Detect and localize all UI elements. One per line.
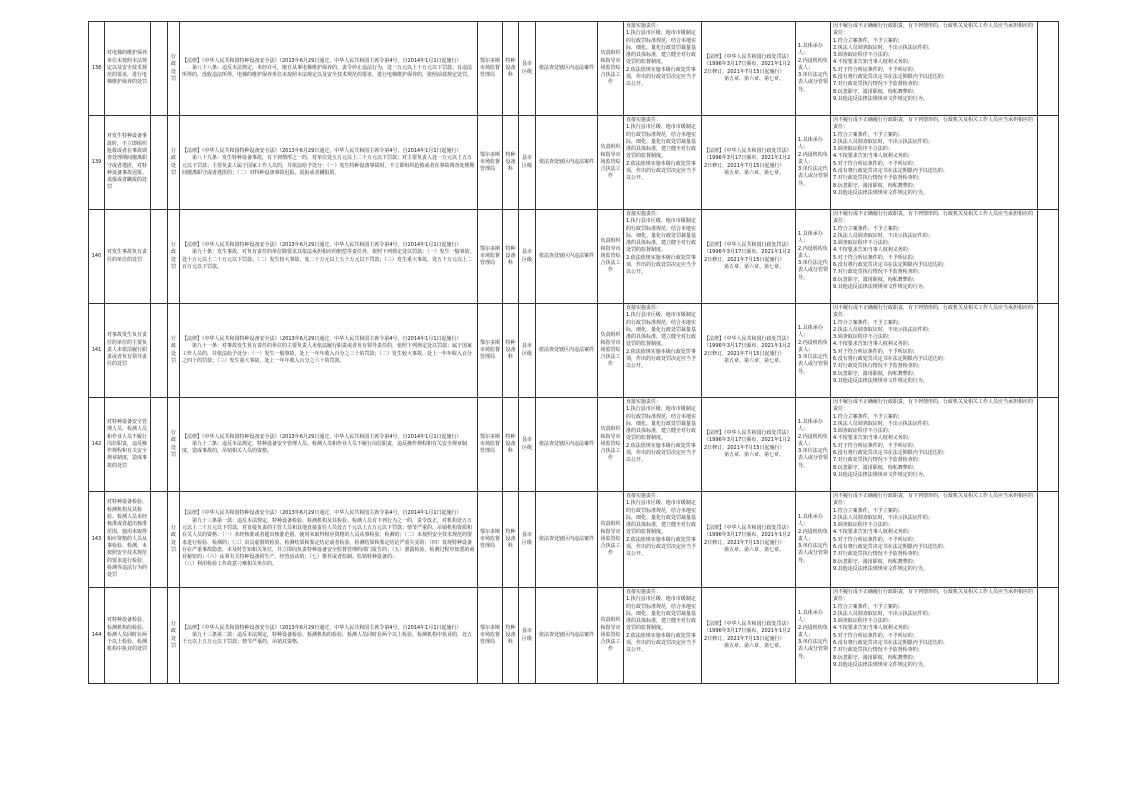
responsibility-items: 直接实施责任： 1.执行县市区级、地市市级制定的行政罚标准规范，结合本地实际，细化、量化行政处罚裁量基准的具体标准，建立健全对行政处罚的监督制度。 2.依法依规实施本级行政处罚事项，作出的行政处罚决定应当予以公开。 [624,304,702,398]
responsibility-items: 直接实施责任： 1.执行县市区级、地市市级制定的行政罚标准规范，结合本地实际，细化、量化行政处罚裁量基准的具体标准，建立健全对行政处罚的监督制度。 2.依法依规实施本级行政处罚事项，作出的行政处罚决定应当予以公开。 [624,210,702,304]
accountability-situations: 因不履行或不正确履行行政职责，有下列情形的，行政机关及相关工作人员应当承担相应的责任： 1.符合立案条件，不予立案的； 2.执法人员调查取证时，不出示执法证件的； 3.调查取证程序不合法的； 4.不按要求告知当事人权利义务的； 5.对于符合听证条件的，不予听证的； 6.没有将行政处罚决定书在法定期限内予以送达的； 7.对行政处罚执行情况不予监督检查的； 8.玩忽职守，滥用职权，徇私舞弊的； 9.其他违反法律法规规章文件规定的行为。 [831,398,1038,492]
responsibility-basis: 【法律】《中华人民共和国行政处罚法》（1996年3月17日颁布，2021年1月22日修订，2021年7月15日起施行） 第五章、第六章、第七章。 [702,492,796,588]
blank-cell [151,116,168,210]
responsibility-subject: 依法查处辖区内违法案件 [536,492,598,588]
row-number: 144 [89,588,105,684]
power-type: 行政处罚 [168,398,180,492]
remarks-cell [1038,588,1059,684]
accountability-situations: 因不履行或不正确履行行政职责，有下列情形的，行政机关及相关工作人员应当承担相应的责任： 1.符合立案条件，不予立案的； 2.执法人员调查取证时，不出示执法证件的； 3.调查取证程序不合法的； 4.不按要求告知当事人权利义务的； 5.对于符合听证条件的，不予听证的； 6.没有将行政处罚决定书在法定期限内予以送达的； 7.对行政处罚执行情况不予监督检查的； 8.玩忽职守，滥用职权，徇私舞弊的； 9.其他违反法律法规规章文件规定的行为。 [831,116,1038,210]
accountability-situations: 因不履行或不正确履行行政职责，有下列情形的，行政机关及相关工作人员应当承担相应的责任： 1.符合立案条件，不予立案的； 2.执法人员调查取证时，不出示执法证件的； 3.调查取证程序不合法的； 4.不按要求告知当事人权利义务的； 5.对于符合听证条件的，不予听证的； 6.没有将行政处罚决定书在法定期限内予以送达的； 7.对行政处罚执行情况不予监督检查的； 8.玩忽职守，滥用职权，徇私舞弊的； 9.其他违反法律法规规章文件规定的行为。 [831,22,1038,116]
remarks-cell [1038,304,1059,398]
responsibility-items: 直接实施责任： 1.执行县市区级、地市市级制定的行政罚标准规范，结合本地实际，细化、量化行政处罚裁量基准的具体标准，建立健全对行政处罚的监督制度。 2.依法依规实施本级行政处罚事项，作出的行政处罚决定应当予以公开。 [624,588,702,684]
row-number: 143 [89,492,105,588]
responsibility-subject: 依法查处辖区内违法案件 [536,210,598,304]
legal-basis: 【法律】《中华人民共和国特种设备安全法》（2013年6月29日通过，中华人民共和国主席令第4号，自2014年1月1日起施行） 第九十条：发生事故，对负有责任的单位除要求其依法承担相应的赔偿等责任外，依照下列规定处以罚款：（一）发生一般事故，处十万元以上二十万元以下罚款；（二）发生较大事故，处二十万元以上五十万元以下罚款；（三）发生重大事故，处五十万元以上二百万元以下罚款。 [180,210,478,304]
responsible-section: 特种设备科 [503,22,519,116]
responsibility-subject: 依法查处辖区内违法案件 [536,304,598,398]
table-row [89,210,1059,304]
responsible-persons: 1.具体承办人； 2.内设机构负责人； 3.单位法定代表人或分管领导。 [796,116,831,210]
remarks-cell [1038,116,1059,210]
row-number: 138 [89,22,105,116]
legal-basis: 【法律】《中华人民共和国特种设备安全法》（2013年6月29日通过，中华人民共和国主席令第4号，自2014年1月1日起施行） 第八十九条：发生特种设备事故，有下列情形之一的，对单位处五万元以上二十万元以下罚款；对主要负责人处一万元以上五万元以下罚款；主要负责人属于国家工作人员的，并依法给予处分：（一）发生特种设备事故时，不立即组织抢救或者在事故调查处理期间擅离职守或者逃匿的；（二）对特种设备事故迟报、谎报或者瞒报的。 [180,116,478,210]
implementing-department: 鄂尔多斯市场监督管理局 [478,588,503,684]
responsibility-basis: 【法律】《中华人民共和国行政处罚法》（1996年3月17日颁布，2021年1月22日修订，2021年7月15日起施行） 第五章、第六章、第七章。 [702,22,796,116]
accountability-situations: 因不履行或不正确履行行政职责，有下列情形的，行政机关及相关工作人员应当承担相应的责任： 1.符合立案条件，不予立案的； 2.执法人员调查取证时，不出示执法证件的； 3.调查取证程序不合法的； 4.不按要求告知当事人权利义务的； 5.对于符合听证条件的，不予听证的； 6.没有将行政处罚决定书在法定期限内予以送达的； 7.对行政处罚执行情况不予监督检查的； 8.玩忽职守，滥用职权，徇私舞弊的； 9.其他违反法律法规规章文件规定的行为。 [831,492,1038,588]
remarks-cell [1038,492,1059,588]
blank-cell [151,588,168,684]
duty-description: 负责组织和指导市场监管综合执法工作 [598,22,624,116]
implementing-department: 鄂尔多斯市场监督管理局 [478,210,503,304]
exercise-level: 县市区级 [519,22,536,116]
row-number: 141 [89,304,105,398]
blank-cell [151,492,168,588]
exercise-level: 县市区级 [519,116,536,210]
blank-cell [151,398,168,492]
row-number: 142 [89,398,105,492]
responsibility-basis: 【法律】《中华人民共和国行政处罚法》（1996年3月17日颁布，2021年1月22日修订，2021年7月15日起施行） 第五章、第六章、第七章。 [702,588,796,684]
responsibility-items: 直接实施责任： 1.执行县市区级、地市市级制定的行政罚标准规范，结合本地实际，细化、量化行政处罚裁量基准的具体标准，建立健全对行政处罚的监督制度。 2.依法依规实施本级行政处罚事项，作出的行政处罚决定应当予以公开。 [624,116,702,210]
blank-cell [151,210,168,304]
duty-description: 负责组织和指导市场监管综合执法工作 [598,398,624,492]
responsibility-subject: 依法查处辖区内违法案件 [536,588,598,684]
table-row [89,588,1059,684]
item-name: 对特种设备安全管理人员、检测人员和作业人员不履行岗位职责，违反操作规程和有关安全规章制度，造成事故的处罚 [105,398,151,492]
legal-basis: 【法律】《中华人民共和国特种设备安全法》（2013年6月29日通过，中华人民共和国主席令第4号，自2014年1月1日起施行） 第九十三条第一款：违反本法规定，特种设备检验、检测机构及其检验、检测人员有下列行为之一的，责令改正，对机构处五万元以上二十万元以下罚款，对直接负责的主管人员和其他直接责任人员处五千元以上五万元以下罚款；情节严重的，吊销机构资质和有关人员的资格：（一）未经核准或者超出核准范围、使用未取得相应资格的人员从事检验、检测的；（二）未按照安全技术规范的要求进行检验、检测的；（三）出具虚假的检验、检测结果和鉴定结论或者检验、检测结果和鉴定结论严重失实的；（四）发现特种设备存在严重事故隐患，未及时告知相关单位，并立即向负责特种设备安全监督管理的部门报告的；（五）泄露检验、检测过程中知悉的商业秘密的；（六）从事有关特种设备的生产、经营活动的；（七）推荐或者监制、监销特种设备的； （八）利用检验工作故意刁难相关单位的。 [180,492,478,588]
item-name: 对电梯的维护保养单位未按照本法规定以及安全技术规范的要求，进行电梯维护保养的处罚 [105,22,151,116]
accountability-situations: 因不履行或不正确履行行政职责，有下列情形的，行政机关及相关工作人员应当承担相应的责任： 1.符合立案条件，不予立案的； 2.执法人员调查取证时，不出示执法证件的； 3.调查取证程序不合法的； 4.不按要求告知当事人权利义务的； 5.对于符合听证条件的，不予听证的； 6.没有将行政处罚决定书在法定期限内予以送达的； 7.对行政处罚执行情况不予监督检查的； 8.玩忽职守，滥用职权，徇私舞弊的； 9.其他违反法律法规规章文件规定的行为。 [831,210,1038,304]
exercise-level: 县市区级 [519,210,536,304]
responsibility-subject: 依法查处辖区内违法案件 [536,398,598,492]
responsible-section: 特种设备科 [503,116,519,210]
responsibility-subject: 依法查处辖区内违法案件 [536,22,598,116]
responsible-persons: 1.具体承办人； 2.内设机构负责人； 3.单位法定代表人或分管领导。 [796,398,831,492]
responsible-section: 特种设备科 [503,304,519,398]
table-row [89,492,1059,588]
item-name: 对特种设备检验、检测机构的检验、检测人员同时在两个以上检验、检测机构中执业的处罚 [105,588,151,684]
power-type: 行政处罚 [168,588,180,684]
power-type: 行政处罚 [168,22,180,116]
responsible-persons: 1.具体承办人； 2.内设机构负责人； 3.单位法定代表人或分管领导。 [796,304,831,398]
duty-description: 负责组织和指导市场监管综合执法工作 [598,588,624,684]
responsibility-basis: 【法律】《中华人民共和国行政处罚法》（1996年3月17日颁布，2021年1月22日修订，2021年7月15日起施行） 第五章、第六章、第七章。 [702,304,796,398]
table-row [89,22,1059,116]
legal-basis: 【法律】《中华人民共和国特种设备安全法》（2013年6月29日通过，中华人民共和国主席令第4号，自2014年1月1日起施行） 第九十二条：违反本法规定，特种设备安全管理人员、检测人员和作业人员不履行岗位职责，违反操作规程和有关安全规章制度，造成事故的，吊销相关人员的资格。 [180,398,478,492]
row-number: 139 [89,116,105,210]
duty-description: 负责组织和指导市场监管综合执法工作 [598,492,624,588]
legal-basis: 【法律】《中华人民共和国特种设备安全法》（2013年6月29日通过，中华人民共和国主席令第4号，自2014年1月1日起施行） 第九十三条第二款：违反本法规定，特种设备检验、检测机构的检验、检测人员同时在两个以上检验、检测机构中执业的，处五千元以上五万元以下罚款；情节严重的，吊销其资格。 [180,588,478,684]
power-type: 行政处罚 [168,210,180,304]
power-type: 行政处罚 [168,304,180,398]
exercise-level: 县市区级 [519,304,536,398]
duty-description: 负责组织和指导市场监管综合执法工作 [598,210,624,304]
implementing-department: 鄂尔多斯市场监督管理局 [478,116,503,210]
table-row [89,398,1059,492]
accountability-situations: 因不履行或不正确履行行政职责，有下列情形的，行政机关及相关工作人员应当承担相应的责任： 1.符合立案条件，不予立案的； 2.执法人员调查取证时，不出示执法证件的； 3.调查取证程序不合法的； 4.不按要求告知当事人权利义务的； 5.对于符合听证条件的，不予听证的； 6.没有将行政处罚决定书在法定期限内予以送达的； 7.对行政处罚执行情况不予监督检查的； 8.玩忽职守，滥用职权，徇私舞弊的； 9.其他违反法律法规规章文件规定的行为。 [831,588,1038,684]
duty-description: 负责组织和指导市场监管综合执法工作 [598,116,624,210]
responsible-section: 特种设备科 [503,588,519,684]
row-number: 140 [89,210,105,304]
duty-description: 负责组织和指导市场监管综合执法工作 [598,304,624,398]
exercise-level: 县市区级 [519,588,536,684]
responsible-section: 特种设备科 [503,492,519,588]
power-type: 行政处罚 [168,492,180,588]
remarks-cell [1038,210,1059,304]
responsibility-basis: 【法律】《中华人民共和国行政处罚法》（1996年3月17日颁布，2021年1月22日修订，2021年7月15日起施行） 第五章、第六章、第七章。 [702,398,796,492]
accountability-situations: 因不履行或不正确履行行政职责，有下列情形的，行政机关及相关工作人员应当承担相应的责任： 1.符合立案条件，不予立案的； 2.执法人员调查取证时，不出示执法证件的； 3.调查取证程序不合法的； 4.不按要求告知当事人权利义务的； 5.对于符合听证条件的，不予听证的； 6.没有将行政处罚决定书在法定期限内予以送达的； 7.对行政处罚执行情况不予监督检查的； 8.玩忽职守，滥用职权，徇私舞弊的； 9.其他违反法律法规规章文件规定的行为。 [831,304,1038,398]
responsible-persons: 1.具体承办人； 2.内设机构负责人； 3.单位法定代表人或分管领导。 [796,210,831,304]
power-list-table [88,21,1059,684]
implementing-department: 鄂尔多斯市场监督管理局 [478,492,503,588]
implementing-department: 鄂尔多斯市场监督管理局 [478,398,503,492]
implementing-department: 鄂尔多斯市场监督管理局 [478,304,503,398]
item-name: 对事故发生负有责任的单位的主要负责人未依法履行职责或者负有领导责任的处罚 [105,304,151,398]
exercise-level: 县市区级 [519,398,536,492]
item-name: 对发生事故负有责任的单位的处罚 [105,210,151,304]
responsible-section: 特种设备科 [503,210,519,304]
remarks-cell [1038,22,1059,116]
table-row [89,116,1059,210]
responsibility-items: 直接实施责任： 1.执行县市区级、地市市级制定的行政罚标准规范，结合本地实际，细化、量化行政处罚裁量基准的具体标准，建立健全对行政处罚的监督制度。 2.依法依规实施本级行政处罚事项，作出的行政处罚决定应当予以公开。 [624,22,702,116]
responsible-section: 特种设备科 [503,398,519,492]
item-name: 对发生特种设备事故时，不立即组织抢救或者在事故调查处理期间擅离职守或者逃匿，对特种设备事故迟报、谎报或者瞒报的处罚 [105,116,151,210]
responsibility-items: 直接实施责任： 1.执行县市区级、地市市级制定的行政罚标准规范，结合本地实际，细化、量化行政处罚裁量基准的具体标准，建立健全对行政处罚的监督制度。 2.依法依规实施本级行政处罚事项，作出的行政处罚决定应当予以公开。 [624,492,702,588]
table-row [89,304,1059,398]
responsibility-basis: 【法律】《中华人民共和国行政处罚法》（1996年3月17日颁布，2021年1月22日修订，2021年7月15日起施行） 第五章、第六章、第七章。 [702,210,796,304]
responsible-persons: 1.具体承办人； 2.内设机构负责人； 3.单位法定代表人或分管领导。 [796,492,831,588]
exercise-level: 县市区级 [519,492,536,588]
responsibility-subject: 依法查处辖区内违法案件 [536,116,598,210]
implementing-department: 鄂尔多斯市场监督管理局 [478,22,503,116]
responsible-persons: 1.具体承办人； 2.内设机构负责人； 3.单位法定代表人或分管领导。 [796,22,831,116]
responsibility-items: 直接实施责任： 1.执行县市区级、地市市级制定的行政罚标准规范，结合本地实际，细化、量化行政处罚裁量基准的具体标准，建立健全对行政处罚的监督制度。 2.依法依规实施本级行政处罚事项，作出的行政处罚决定应当予以公开。 [624,398,702,492]
responsibility-basis: 【法律】《中华人民共和国行政处罚法》（1996年3月17日颁布，2021年1月22日修订，2021年7月15日起施行） 第五章、第六章、第七章。 [702,116,796,210]
responsible-persons: 1.具体承办人； 2.内设机构负责人； 3.单位法定代表人或分管领导。 [796,588,831,684]
power-type: 行政处罚 [168,116,180,210]
remarks-cell [1038,398,1059,492]
legal-basis: 【法律】《中华人民共和国特种设备安全法》（2013年6月29日通过，中华人民共和国主席令第4号，自2014年1月1日起施行） 第八十八条：违反本法规定，未经许可，擅自从事电梯维护保养的，责令停止违法行为，处一万元以上十万元以下罚款；有违法所得的，没收违法所得。电梯的维护保养单位未按照本法规定以及安全技术规范的要求，进行电梯维护保养的，依照前款规定处罚。 [180,22,478,116]
legal-basis: 【法律】《中华人民共和国特种设备安全法》（2013年6月29日通过，中华人民共和国主席令第4号，自2014年1月1日起施行） 第九十一条：对事故发生负有责任的单位的主要负责人未依法履行职责或者负有领导责任的，依照下列规定处以罚款；属于国家工作人员的，并依法给予处分：（一）发生一般事故，处上一年年收入百分之三十的罚款；（二）发生较大事故，处上一年年收入百分之四十的罚款；（三）发生重大事故，处上一年年收入百分之六十的罚款。 [180,304,478,398]
blank-cell [151,304,168,398]
item-name: 对特种设备检验、检测机构及其检验、检测人员未经核准或者超出核准范围、使用未取得相应资格的人员从事检验、检测，未按照安全技术规范的要求进行检验、检测等违法行为的处罚 [105,492,151,588]
blank-cell [151,22,168,116]
